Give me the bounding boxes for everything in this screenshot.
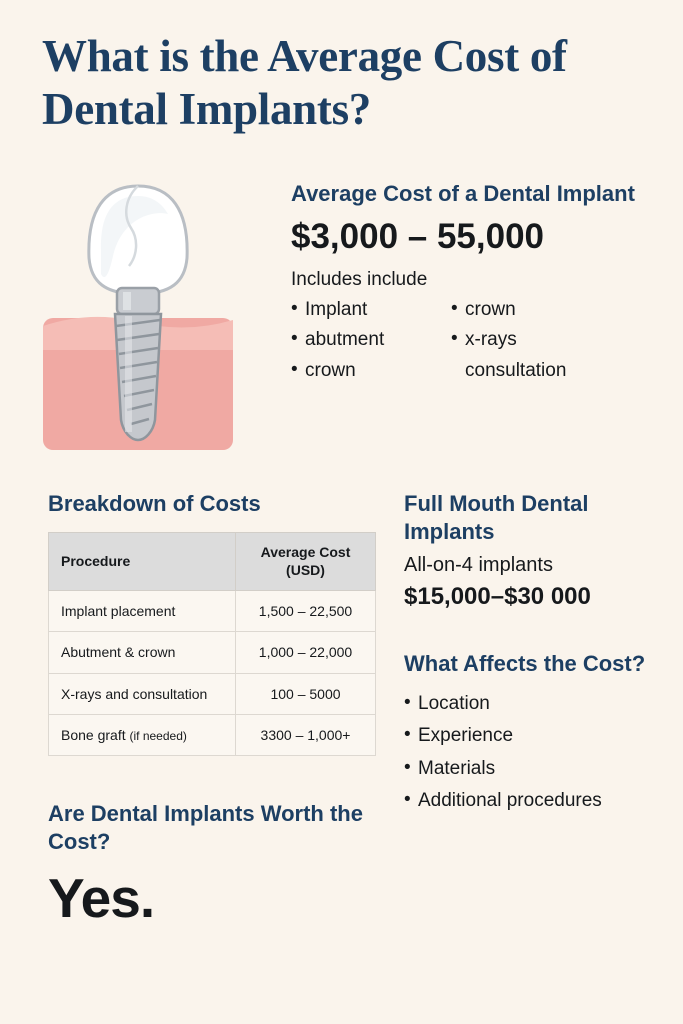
breakdown-block [48, 490, 378, 756]
list-item: • Materials [404, 753, 683, 785]
table-row [49, 632, 376, 673]
worth-block [48, 800, 378, 930]
includes-column-1 [291, 295, 451, 387]
column-header-procedure: Procedure [49, 533, 236, 591]
list-item: • Implant [291, 295, 451, 326]
full-mouth-heading: Full Mouth Dental Implants [404, 491, 589, 545]
worth-answer: Yes. [48, 867, 155, 930]
cell-cost: 1,500 – 22,500 [236, 591, 376, 632]
cell-procedure-text: Bone graft [61, 726, 130, 743]
table-header-row [49, 533, 376, 591]
cost-factors-block [404, 650, 683, 817]
column-header-line2: (USD) [286, 561, 325, 578]
cell-cost: 1,000 – 22,000 [236, 632, 376, 673]
cell-procedure: Implant placement [49, 591, 236, 632]
column-header-line1: Average Cost [260, 544, 351, 561]
implant-svg [43, 170, 233, 450]
breakdown-heading: Breakdown of Costs [48, 491, 261, 516]
table-row [49, 673, 376, 714]
includes-lists [291, 295, 661, 387]
cell-procedure: X-rays and consultation [49, 673, 236, 714]
cell-procedure [49, 714, 236, 756]
table-row [49, 714, 376, 756]
list-item: consultation [465, 360, 567, 382]
includes-column-2 [451, 295, 566, 387]
crown-icon [89, 186, 187, 294]
cell-cost: 100 – 5000 [236, 673, 376, 714]
includes-label: Includes include [291, 268, 428, 290]
full-mouth-subtitle: All-on-4 implants [404, 554, 553, 577]
page-title: What is the Average Cost of Dental Implants? [42, 31, 567, 135]
cell-procedure: Abutment & crown [49, 632, 236, 673]
average-cost-price: $3,000 – 55,000 [291, 216, 545, 256]
list-item: • abutment [291, 325, 451, 356]
cell-cost: 3300 – 1,000+ [236, 714, 376, 756]
list-item: • x-rays [451, 325, 566, 356]
list-item: • Location [404, 688, 683, 720]
screw-icon [115, 314, 161, 440]
table-row [49, 591, 376, 632]
worth-heading: Are Dental Implants Worth the Cost? [48, 801, 363, 855]
abutment-icon [117, 288, 159, 314]
list-item: • crown [291, 356, 451, 387]
cost-factors-heading: What Affects the Cost? [404, 651, 646, 676]
cost-table [48, 532, 376, 756]
dental-implant-illustration [43, 170, 233, 450]
column-header-average-cost [236, 533, 376, 591]
average-cost-block [291, 180, 661, 387]
cost-factors-list [404, 688, 683, 817]
cell-procedure-note: (if needed) [129, 728, 187, 743]
list-item: • Experience [404, 720, 683, 752]
list-item: • Additional procedures [404, 785, 683, 817]
average-cost-heading: Average Cost of a Dental Implant [291, 181, 635, 206]
full-mouth-block [404, 490, 674, 611]
full-mouth-price: $15,000–$30 000 [404, 583, 591, 611]
list-item: • crown [451, 295, 566, 326]
